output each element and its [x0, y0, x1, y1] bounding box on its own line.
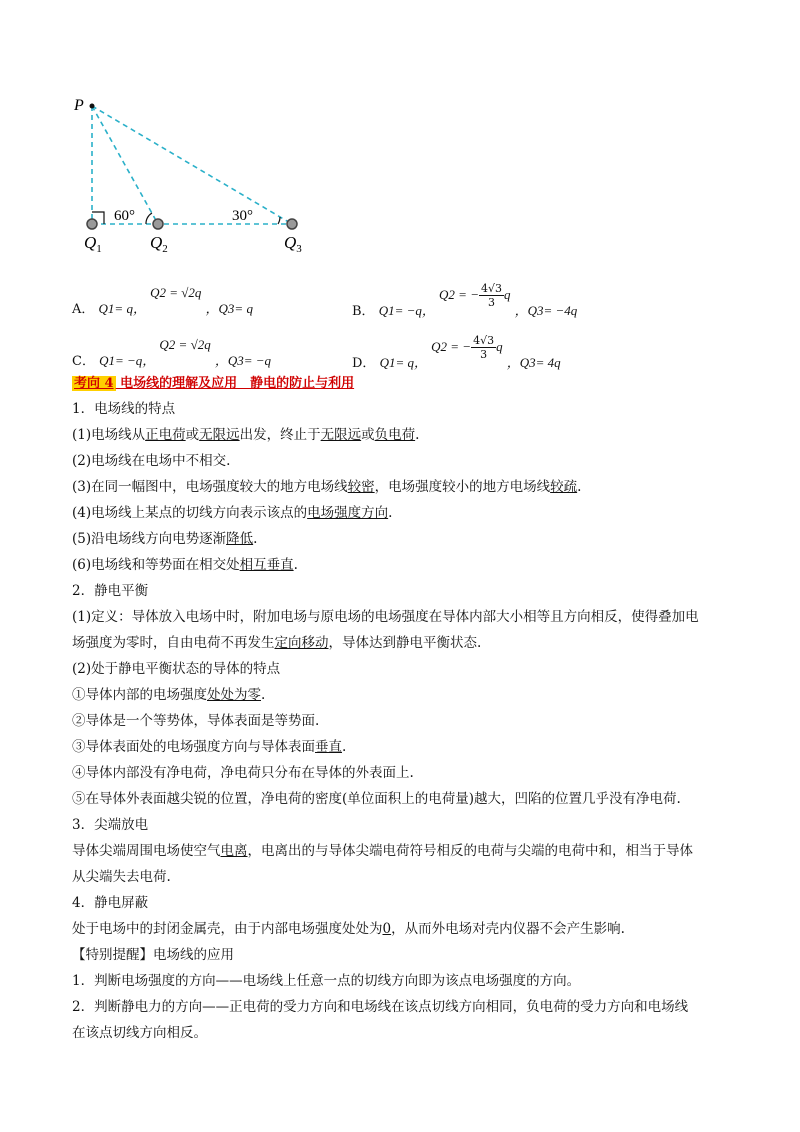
option-b-q2: Q2 = − $\frac{4√3}{3}$ q	[439, 282, 511, 309]
subheading-3: 3．尖端放电	[72, 817, 149, 833]
option-d-letter: D．	[352, 356, 376, 371]
triangle-figure	[60, 92, 320, 262]
option-a-q1: Q1= q，	[98, 301, 146, 316]
text-line-25: 在该点切线方向相反。	[72, 1025, 207, 1041]
option-c-q2: Q2 = √2q	[159, 337, 211, 352]
text-line-24: 2．判断静电力的方向——正电荷的受力方向和电场线在该点切线方向相同，负电荷的受力方向和电场线	[72, 999, 689, 1015]
option-d[interactable]	[352, 334, 561, 377]
option-b-numerator: 4√3	[480, 282, 502, 295]
option-b[interactable]	[352, 282, 578, 325]
subheading-2: 2．静电平衡	[72, 583, 149, 599]
option-a-q2: Q2 = √2q	[150, 285, 202, 300]
section-heading	[72, 372, 354, 391]
text-line-11: (2)处于静电平衡状态的导体的特点	[72, 661, 281, 677]
option-d-numerator: 4√3	[473, 334, 495, 347]
text-line-2: (1)电场线从正电荷或无限远出发，终止于无限远或负电荷.	[72, 427, 420, 443]
line-p-q3	[92, 106, 292, 224]
text-line-6: (5)沿电场线方向电势逐渐降低.	[72, 531, 258, 547]
special-note-heading: 【特别提醒】电场线的应用	[72, 947, 234, 963]
option-c-q3: ，Q3= −q	[214, 353, 272, 368]
subheading-1: 1．电场线的特点	[72, 401, 176, 417]
text-line-21: 处于电场中的封闭金属壳，由于内部电场强度处处为0，从而外电场对壳内仪器不会产生影响.	[72, 921, 625, 937]
text-line-9: (1)定义：导体放入电场中时，附加电场与原电场的电场强度在导体内部大小相等且方向相反，使得叠加电	[72, 609, 699, 625]
label-30: 30°	[232, 208, 253, 224]
section-title: 电场线的理解及应用 静电的防止与利用	[115, 376, 355, 391]
option-c-letter: C．	[72, 354, 95, 369]
text-line-13: ②导体是一个等势体，导体表面是等势面.	[72, 713, 320, 729]
label-q3: $Q_3$	[284, 233, 302, 255]
option-b-q3: ，Q3= −4q	[514, 303, 578, 318]
text-line-16: ⑤在导体外表面越尖锐的位置，净电荷的密度(单位面积上的电荷量)越大，凹陷的位置几乎没有净电荷.	[72, 791, 681, 807]
text-line-18: 导体尖端周围电场使空气电离，电离出的与导体尖端电荷符号相反的电荷与尖端的电荷中和，相当于导体	[72, 843, 693, 859]
text-line-10: 场强度为零时，自由电荷不再发生定向移动，导体达到静电平衡状态.	[72, 635, 482, 651]
section-tag: 考向 4	[74, 376, 114, 391]
charge-q2	[153, 219, 163, 229]
option-b-q1: Q1= −q，	[378, 303, 435, 318]
angle-arc-30	[278, 217, 280, 224]
option-d-q2: Q2 = − $\frac{4√3}{3}$ q	[431, 334, 503, 361]
text-line-23: 1．判断电场强度的方向——电场线上任意一点的切线方向即为该点电场强度的方向。	[72, 973, 581, 989]
text-line-15: ④导体内部没有净电荷，净电荷只分布在导体的外表面上.	[72, 765, 414, 781]
option-c[interactable]	[72, 337, 272, 369]
option-c-q1: Q1= −q，	[99, 353, 156, 368]
point-p-dot	[90, 104, 95, 109]
charge-q1	[87, 219, 97, 229]
option-d-denominator: 3	[480, 348, 488, 361]
text-line-3: (2)电场线在电场中不相交.	[72, 453, 231, 469]
option-a[interactable]	[72, 285, 253, 317]
option-a-q3: ，Q3= q	[205, 301, 253, 316]
label-60: 60°	[114, 208, 135, 224]
option-a-letter: A．	[72, 302, 95, 317]
option-d-q3: ，Q3= 4q	[506, 355, 561, 370]
text-line-7: (6)电场线和等势面在相交处相互垂直.	[72, 557, 298, 573]
charge-q3	[287, 219, 297, 229]
text-line-4: (3)在同一幅图中，电场强度较大的地方电场线较密，电场强度较小的地方电场线较疏.	[72, 479, 582, 495]
subheading-4: 4．静电屏蔽	[72, 895, 149, 911]
label-p: P	[74, 97, 84, 114]
text-line-14: ③导体表面处的电场强度方向与导体表面垂直.	[72, 739, 347, 755]
text-line-19: 从尖端失去电荷.	[72, 869, 171, 885]
label-q2: $Q_2$	[150, 233, 168, 255]
option-b-denominator: 3	[487, 296, 495, 309]
option-d-q1: Q1= q，	[379, 355, 427, 370]
text-line-5: (4)电场线上某点的切线方向表示该点的电场强度方向.	[72, 505, 393, 521]
label-q1: $Q_1$	[84, 233, 102, 255]
option-b-letter: B．	[352, 304, 375, 319]
text-line-12: ①导体内部的电场强度处处为零.	[72, 687, 266, 703]
line-p-q2	[92, 106, 158, 224]
angle-arc-60	[146, 213, 152, 224]
